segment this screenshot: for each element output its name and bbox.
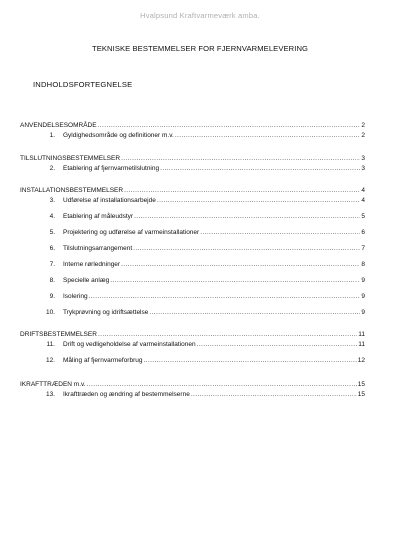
toc-entry-2[interactable]	[36, 164, 365, 174]
toc-entry-8[interactable]	[36, 276, 365, 286]
toc-page-number: 4	[361, 187, 365, 194]
toc-section-tilslutning[interactable]	[20, 154, 365, 164]
toc-entry-label: Udførelse af installationsarbejde	[63, 197, 156, 204]
toc-entry-number: 2.	[49, 165, 55, 172]
toc-leader-dots	[110, 276, 360, 286]
toc-entry-label: Trykprøvning og idriftsættelse	[63, 309, 149, 316]
toc-entry-5[interactable]	[36, 228, 365, 238]
toc-page-number: 2	[361, 132, 365, 139]
toc-entry-4[interactable]	[36, 212, 365, 222]
toc-entry-label: ANVENDELSESOMRÅDE	[20, 122, 97, 129]
toc-leader-dots	[157, 196, 361, 206]
toc-entry-number: 12.	[45, 357, 55, 364]
toc-entry-label: IKRAFTTRÆDEN m.v.	[20, 381, 86, 388]
toc-entry-label: INSTALLATIONSBESTEMMELSER	[20, 187, 124, 194]
toc-section-ikrafttraeden[interactable]	[20, 380, 365, 390]
company-name: Hvalpsund Kraftvarmeværk amba.	[140, 11, 260, 20]
toc-leader-dots	[133, 244, 360, 254]
toc-page-number: 5	[361, 213, 365, 220]
toc-section-installation[interactable]	[20, 186, 365, 196]
toc-entry-number: 7.	[49, 261, 55, 268]
toc-heading: INDHOLDSFORTEGNELSE	[33, 80, 133, 89]
toc-leader-dots	[121, 154, 360, 164]
toc-entry-label: Isolering	[63, 293, 88, 300]
toc-entry-number: 8.	[49, 277, 55, 284]
toc-entry-number: 5.	[49, 229, 55, 236]
toc-entry-label: Ikrafttræden og ændring af bestemmelserne	[63, 391, 190, 398]
toc-entry-number: 6.	[49, 245, 55, 252]
toc-page-number: 9	[361, 293, 365, 300]
toc-leader-dots	[175, 131, 361, 141]
toc-entry-number: 10.	[45, 309, 55, 316]
toc-page-number: 9	[361, 309, 365, 316]
toc-entry-number: 3.	[49, 197, 55, 204]
toc-entry-label: Gyldighedsområde og definitioner m.v.	[63, 132, 174, 139]
toc-entry-label: Tilslutningsarrangement	[63, 245, 133, 252]
toc-entry-number: 4.	[49, 213, 55, 220]
toc-page-number: 4	[361, 197, 365, 204]
toc-leader-dots	[121, 260, 360, 270]
toc-leader-dots	[149, 308, 360, 318]
toc-entry-3[interactable]	[36, 196, 365, 206]
toc-page-number: 3	[361, 155, 365, 162]
toc-page-number: 15	[357, 381, 365, 388]
toc-entry-12[interactable]	[36, 356, 365, 366]
toc-page-number: 12	[357, 357, 365, 364]
toc-leader-dots	[197, 340, 358, 350]
toc-section-anvendelsesomraade[interactable]	[20, 121, 365, 131]
toc-entry-6[interactable]	[36, 244, 365, 254]
toc-page-number: 6	[361, 229, 365, 236]
toc-entry-label: Drift og vedligeholdelse af varmeinstallationen	[63, 341, 196, 348]
toc-page-number: 8	[361, 261, 365, 268]
toc-entry-9[interactable]	[36, 292, 365, 302]
toc-page-number: 2	[361, 122, 365, 129]
toc-leader-dots	[160, 164, 360, 174]
toc-leader-dots	[134, 212, 360, 222]
toc-page-number: 11	[358, 341, 365, 348]
toc-entry-label: DRIFTSBESTEMMELSER	[20, 331, 97, 338]
toc-page-number: 3	[361, 165, 365, 172]
toc-page-number: 9	[361, 277, 365, 284]
toc-page-number: 7	[361, 245, 365, 252]
toc-leader-dots	[98, 121, 361, 131]
toc-entry-1[interactable]	[36, 131, 365, 141]
toc-entry-10[interactable]	[36, 308, 365, 318]
toc-leader-dots	[191, 390, 357, 400]
toc-page-number: 15	[357, 391, 365, 398]
toc-leader-dots	[200, 228, 360, 238]
table-of-contents	[20, 0, 365, 550]
toc-entry-label: Etablering af fjernvarmetilslutning	[63, 165, 160, 172]
toc-entry-label: TILSLUTNINGSBESTEMMELSER	[20, 155, 121, 162]
toc-entry-number: 13.	[45, 391, 55, 398]
toc-entry-label: Måling af fjernvarmeforbrug	[63, 357, 143, 364]
toc-page-number: 11	[358, 331, 365, 338]
toc-leader-dots	[87, 380, 357, 390]
toc-leader-dots	[98, 330, 357, 340]
toc-entry-label: Etablering af måleudstyr	[63, 213, 134, 220]
toc-leader-dots	[143, 356, 356, 366]
toc-entry-13[interactable]	[36, 390, 365, 400]
document-title: TEKNISKE BESTEMMELSER FOR FJERNVARMELEVERING	[91, 44, 309, 53]
toc-section-drift[interactable]	[20, 330, 365, 340]
toc-entry-label: Specielle anlæg	[63, 277, 110, 284]
toc-entry-number: 1.	[49, 132, 55, 139]
toc-entry-number: 11.	[46, 341, 55, 348]
toc-leader-dots	[124, 186, 360, 196]
toc-entry-7[interactable]	[36, 260, 365, 270]
toc-leader-dots	[89, 292, 361, 302]
toc-entry-11[interactable]	[36, 340, 365, 350]
toc-entry-label: Interne rørledninger	[63, 261, 121, 268]
toc-entry-number: 9.	[49, 293, 55, 300]
toc-entry-label: Projektering og udførelse af varmeinstallationer	[63, 229, 200, 236]
